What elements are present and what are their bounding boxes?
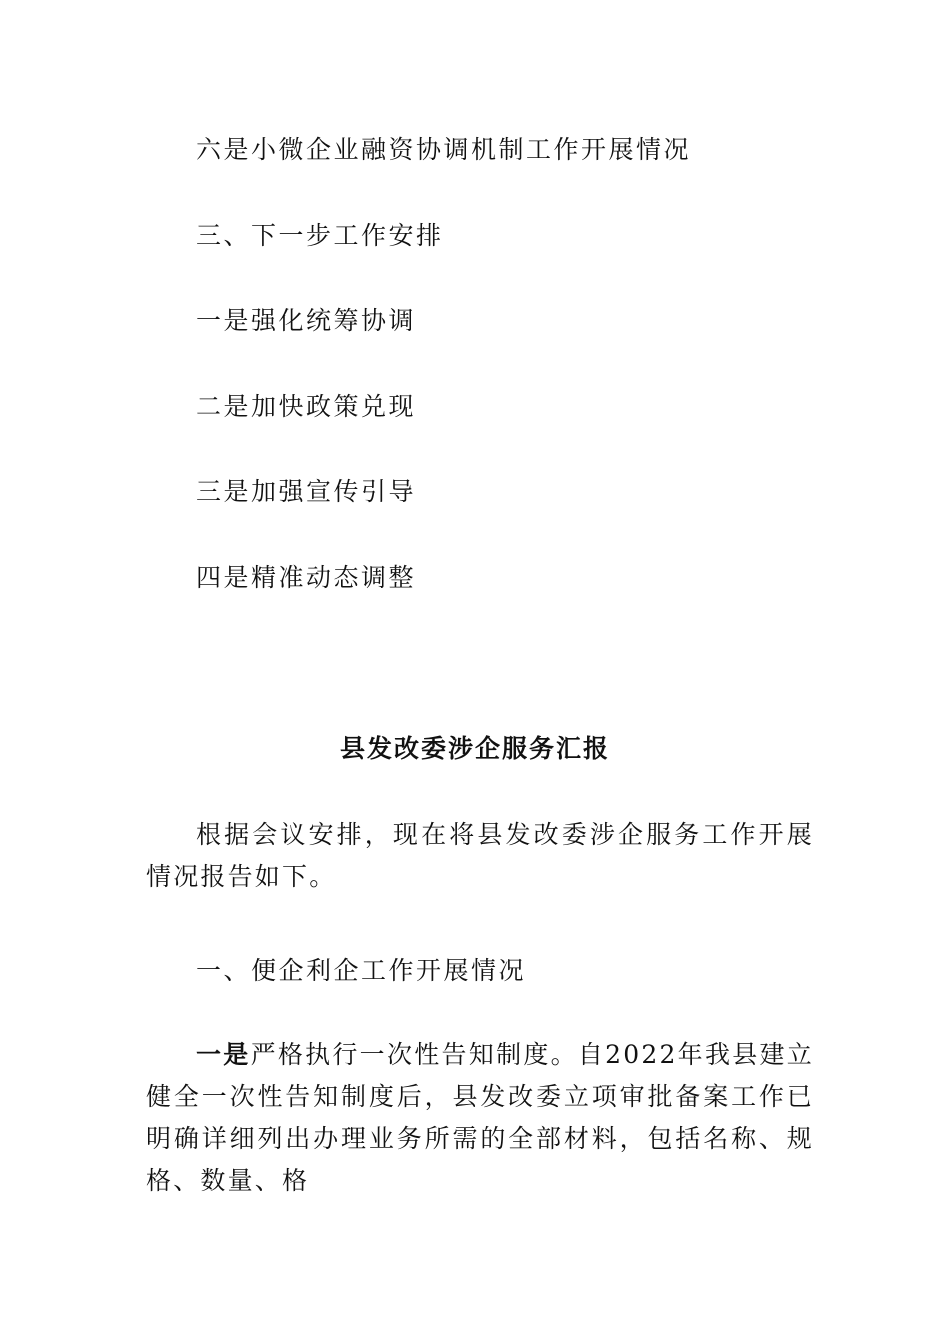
paragraph-one-lead: 一是 [196,1040,251,1069]
outline-item-strengthen-coordination: 一是强化统筹协调 [196,306,417,335]
section-one-heading: 一、便企利企工作开展情况 [196,956,527,985]
intro-paragraph: 根据会议安排，现在将县发改委涉企服务工作开展情况报告如下。 [146,820,814,891]
paragraph-one-body: 严格执行一次性告知制度。自2022年我县建立健全一次性告知制度后，县发改委立项审批备案工作已明确详细列出办理业务所需的全部材料，包括名称、规格、数量、格 [146,1040,814,1195]
paragraph-one [146,1034,814,1202]
outline-item-publicity: 三是加强宣传引导 [196,477,417,506]
report-title: 县发改委涉企服务汇报 [339,734,610,763]
outline-item-six: 六是小微企业融资协调机制工作开展情况 [196,135,692,164]
section-three-heading: 三、下一步工作安排 [196,221,444,250]
outline-item-policy-fulfillment: 二是加快政策兑现 [196,392,417,421]
outline-item-dynamic-adjustment: 四是精准动态调整 [196,563,417,592]
